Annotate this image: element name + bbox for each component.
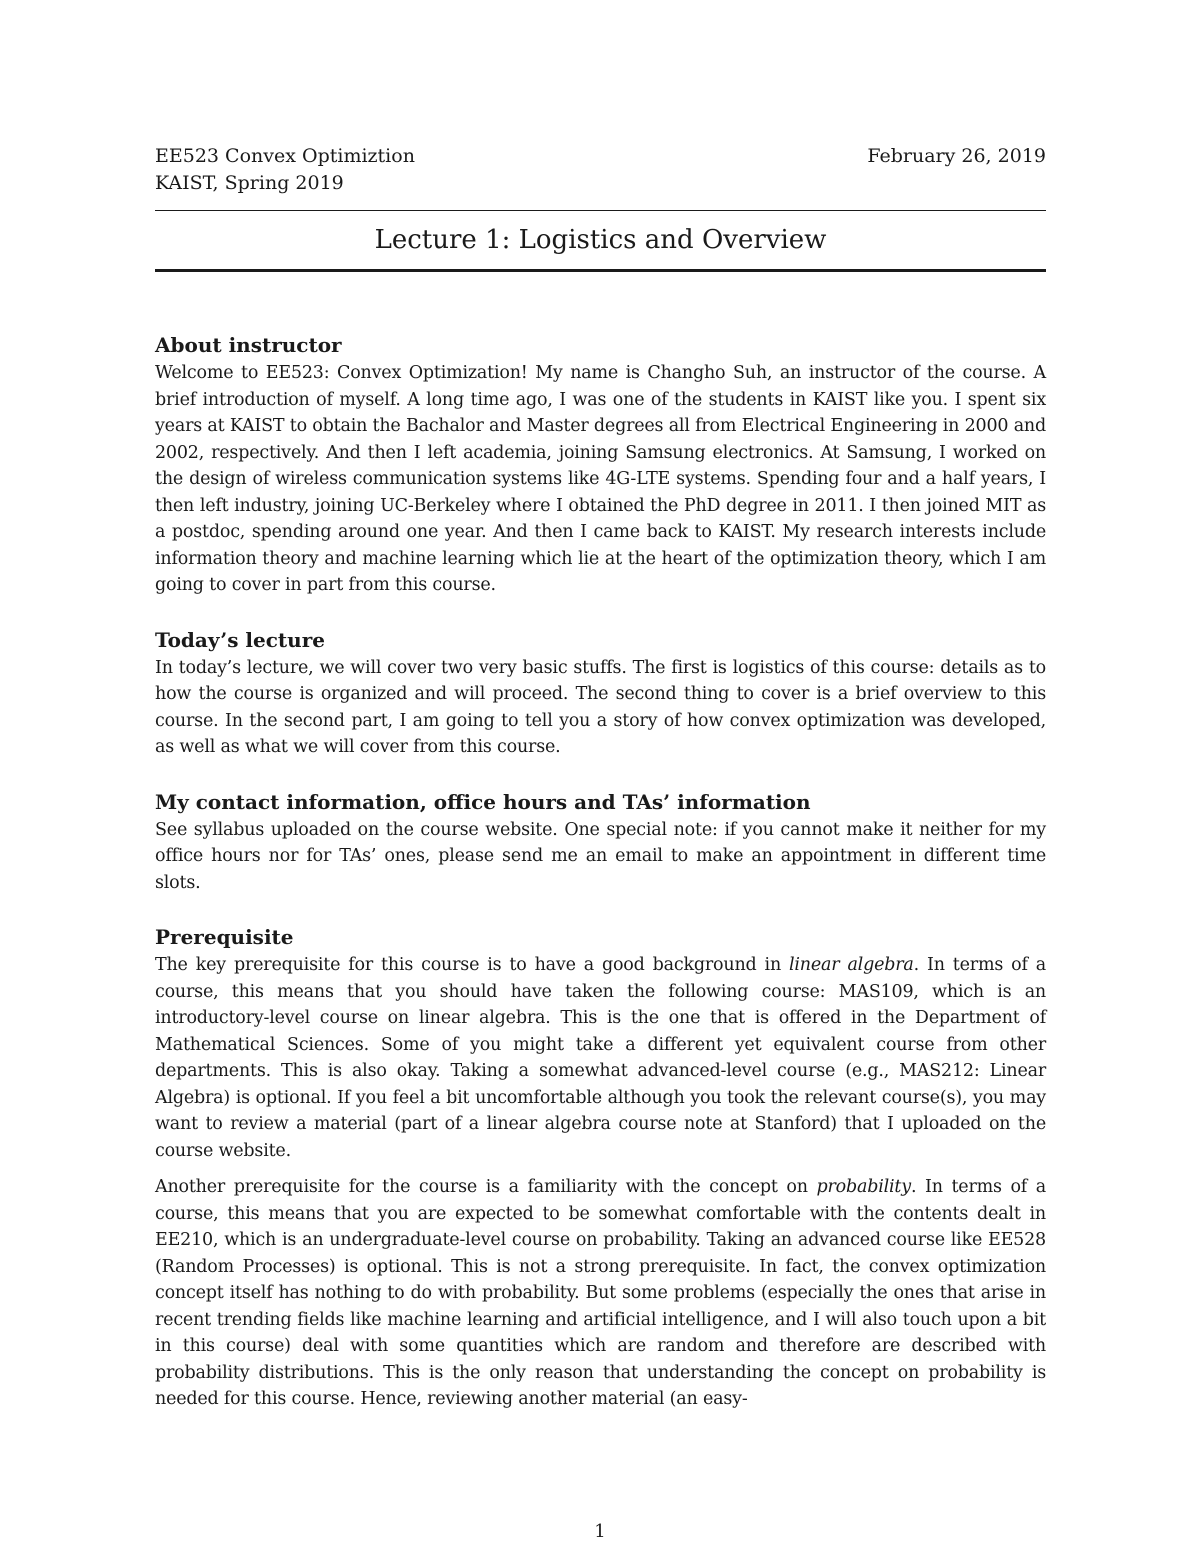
page-number: 1 [594, 1521, 606, 1542]
paragraph-prerequisite-linear-algebra [155, 952, 1046, 1164]
title-divider [155, 269, 1046, 272]
paragraph-prerequisite-probability [155, 1174, 1046, 1413]
lecture-date: February 26, 2019 [867, 145, 1046, 167]
emphasis-linear-algebra: linear algebra [789, 955, 914, 975]
header-row [155, 143, 1046, 173]
paragraph-about-instructor: Welcome to EE523: Convex Optimization! My name is Changho Suh, an instructor of the course. A brief introduction of myself. A long time ago, I was one of the students in KAIST like you. I spent six years at KAIST to obtain the Bachalor and Master degrees all from Electrical Engineering in 2000 and 2002, respectively. And then I left academia, joining Samsung electronics. At Samsung, I worked on the design of wireless communication systems like 4G-LTE systems. Spending four and a half years, I then left industry, joining UC-Berkeley where I obtained the PhD degree in 2011. I then joined MIT as a postdoc, spending around one year. And then I came back to KAIST. My research interests include information theory and machine learning which lie at the heart of the optimization theory, which I am going to cover in part from this course. [155, 363, 1047, 595]
institution-term: KAIST, Spring 2019 [155, 172, 344, 194]
section-heading-prerequisite: Prerequisite [155, 925, 294, 949]
section-heading-todays-lecture: Today’s lecture [155, 627, 325, 652]
section-heading-about-instructor: About instructor [155, 333, 342, 357]
section-heading-contact-info: My contact information, office hours and TAs’ information [155, 789, 811, 814]
course-name: EE523 Convex Optimiztion [155, 145, 415, 167]
lecture-title: Lecture 1: Logistics and Overview [374, 225, 827, 255]
paragraph-contact-info: See syllabus uploaded on the course website. One special note: if you cannot make it neither for my office hours nor for TAs’ ones, please send me an email to make an appointment in different time slots. [155, 819, 1046, 893]
paragraph-todays-lecture: In today’s lecture, we will cover two very basic stuffs. The first is logistics of this course: details as to how the course is organized and will proceed. The second thing to cover is a brief overview to this course. In the second part, I am going to tell you a story of how convex optimization was developed, as well as what we will cover from this course. [155, 657, 1046, 757]
text-run: . In terms of a course, this means that you are expected to be somewhat comfortable with the contents dealt in EE210, which is an undergraduate-level course on probability. Taking an advanced course like EE528 (Random Processes) is optional. This is not a strong prerequisite. In fact, the convex optimization concept itself has nothing to do with probability. But some problems (especially the ones that arise in recent trending fields like machine learning and artificial intelligence, and I will also touch upon a bit in this course) deal with some quantities which are random and therefore are described with probability distributions. This is the only reason that understanding the concept on probability is needed for this course. Hence, reviewing another material (an easy- [155, 1177, 1046, 1409]
document-body [155, 330, 1046, 1413]
text-run: The key prerequisite for this course is to have a good background in [155, 955, 790, 975]
text-run: . In terms of a course, this means that you should have taken the following course: MAS109, which is an introductory-level course on linear algebra. This is the one that is offered in the Department of Mathematical Sciences. Some of you might take a different yet equivalent course from other departments. This is also okay. Taking a somewhat advanced-level course (e.g., MAS212: Linear Algebra) is optional. If you feel a bit uncomfortable although you took the relevant course(s), you may want to review a material (part of a linear algebra course note at Stanford) that I uploaded on the course website. [155, 955, 1046, 1161]
text-run: Another prerequisite for the course is a familiarity with the concept on [155, 1177, 817, 1197]
emphasis-probability: probability [816, 1177, 911, 1197]
header-divider [155, 210, 1046, 211]
